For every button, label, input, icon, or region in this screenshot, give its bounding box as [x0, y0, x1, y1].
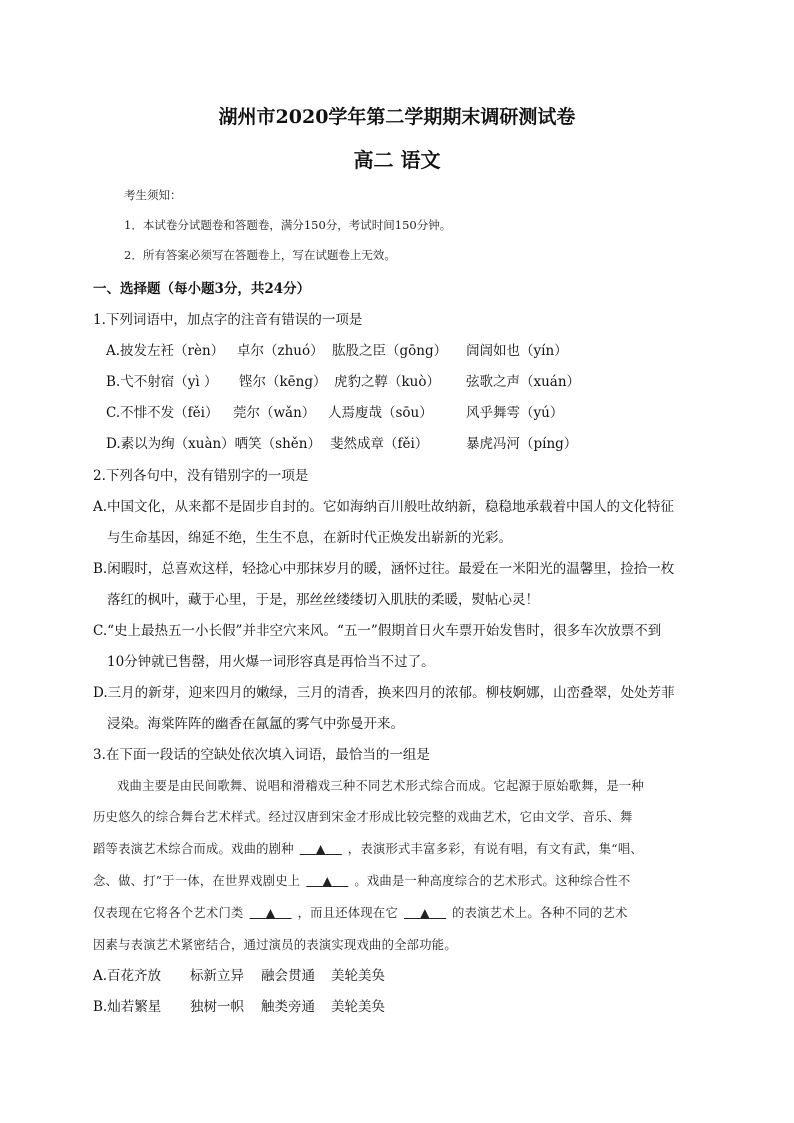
option-line: B.闲暇时，总喜欢这样，轻捻心中那抹岁月的暖，涵怀过往。最爱在一米阳光的温馨里，捡拾一枚	[93, 561, 675, 577]
option-line-cont: 浸染。海棠阵阵的幽香在氤氲的雾气中弥曼开来。	[107, 716, 404, 732]
option-line-cont: 与生命基因，绵延不绝，生生不息，在新时代正焕发出崭新的光彩。	[107, 530, 512, 546]
option-row-c	[0, 403, 794, 423]
fill-blank: ▲	[420, 906, 430, 920]
section-title: 一、选择题（每小题3分，共24分）	[93, 281, 311, 297]
option-cell: 美轮美奂	[331, 968, 385, 984]
option-cell: 风乎舞雩（yú）	[466, 405, 564, 421]
question-stem: 3.在下面一段话的空缺处依次填入词语，最恰当的一组是	[93, 747, 430, 763]
option-line: C.“史上最热五一小长假”并非空穴来风。“五一”假期首日火车票开始发售时，很多车次放票不到	[93, 623, 662, 639]
option-cell: 触类旁通	[261, 999, 315, 1015]
passage-line: 历史悠久的综合舞台艺术样式。经过汉唐到宋金才形成比较完整的戏曲艺术，它由文学、音乐、舞	[93, 810, 633, 824]
notice-item: 1．本试卷分试题卷和答题卷，满分150分，考试时间150分钟。	[124, 218, 452, 232]
passage-line	[93, 871, 630, 891]
option-line: A.中国文化，从来都不是固步自封的。它如海纳百川般吐故纳新，稳稳地承载着中国人的文化特征	[93, 499, 675, 515]
option-line-cont: 10分钟就已售罄，用火爆一词形容真是再恰当不过了。	[107, 654, 435, 670]
option-row-d	[0, 434, 794, 454]
passage-line	[93, 903, 628, 923]
passage-line	[93, 839, 643, 859]
option-cell: 标新立异	[190, 968, 244, 984]
passage-text: ，表演形式丰富多彩，有说有唱，有文有武，集“唱、	[347, 842, 643, 856]
exam-subtitle: 高二 语文	[353, 148, 441, 172]
passage-text: ，而且还体现在它	[297, 906, 398, 920]
fill-blank: ▲	[265, 906, 276, 920]
question-stem: 1.下列词语中，加点字的注音有错误的一项是	[93, 312, 363, 328]
question-stem: 2.下列各句中，没有错别字的一项是	[93, 468, 309, 484]
passage-text: 的表演艺术上。各种不同的艺术	[452, 906, 628, 920]
fill-blank: ▲	[315, 842, 326, 856]
passage-text: 念、做、打”于一体，在世界戏剧史上	[93, 874, 301, 888]
option-row-b	[0, 997, 794, 1017]
option-cell: D.素以为绚（xuàn）哂笑（shěn）	[106, 436, 321, 452]
option-cell: A.披发左衽（rèn）	[106, 343, 225, 359]
option-cell: B.灿若繁星	[93, 999, 162, 1015]
option-cell: 独树一帜	[190, 999, 244, 1015]
option-cell: 虎豹之鞟（kuò）	[334, 374, 441, 390]
notice-item: 2．所有答案必须写在答题卷上，写在试题卷上无效。	[124, 248, 396, 262]
option-cell: C.不悱不发（fěi）	[106, 405, 219, 421]
fill-blank: ▲	[322, 874, 333, 888]
passage-text: 蹈等表演艺术综合而成。戏曲的剧种	[93, 842, 294, 856]
option-cell: 铿尔（kēng）	[239, 374, 327, 390]
option-cell: 斐然成章（fěi）	[330, 436, 429, 452]
passage-text: 仅表现在它将各个艺术门类	[93, 906, 244, 920]
option-cell: 暴虎冯河（píng）	[466, 436, 578, 452]
option-line-cont: 落红的枫叶，藏于心里，于是，那丝丝缕缕切入肌肤的柔暖，熨帖心灵！	[107, 592, 539, 608]
option-cell: 莞尔（wǎn）	[233, 405, 316, 421]
passage-line: 因素与表演艺术紧密结合，通过演员的表演实现戏曲的全部功能。	[93, 938, 457, 952]
option-cell: B.弋不射宿（yì ）	[106, 374, 218, 390]
exam-title: 湖州市2020学年第二学期期末调研测试卷	[218, 106, 576, 128]
option-cell: A.百花齐放	[93, 968, 162, 984]
option-cell: 弦歌之声（xuán）	[466, 374, 581, 390]
option-row-a	[0, 966, 794, 986]
option-row-a	[0, 341, 794, 361]
passage-line: 戏曲主要是由民间歌舞、说唱和滑稽戏三种不同艺术形式综合而成。它起源于原始歌舞，是一种	[117, 779, 644, 793]
option-cell: 融会贯通	[261, 968, 315, 984]
option-cell: 卓尔（zhuó）	[237, 343, 324, 359]
option-cell: 肱股之臣（gōng）	[332, 343, 448, 359]
option-cell: 美轮美奂	[331, 999, 385, 1015]
option-cell: 人焉廋哉（sōu）	[328, 405, 433, 421]
notice-heading: 考生须知：	[124, 188, 182, 202]
option-cell: 訚訚如也（yín）	[466, 343, 568, 359]
passage-text: 。戏曲是一种高度综合的艺术形式。这种综合性不	[354, 874, 631, 888]
option-row-b	[0, 372, 794, 392]
option-line: D.三月的新芽，迎来四月的嫩绿，三月的清香，换来四月的浓郁。柳枝婀娜，山峦叠翠，处处芳菲	[93, 685, 675, 701]
